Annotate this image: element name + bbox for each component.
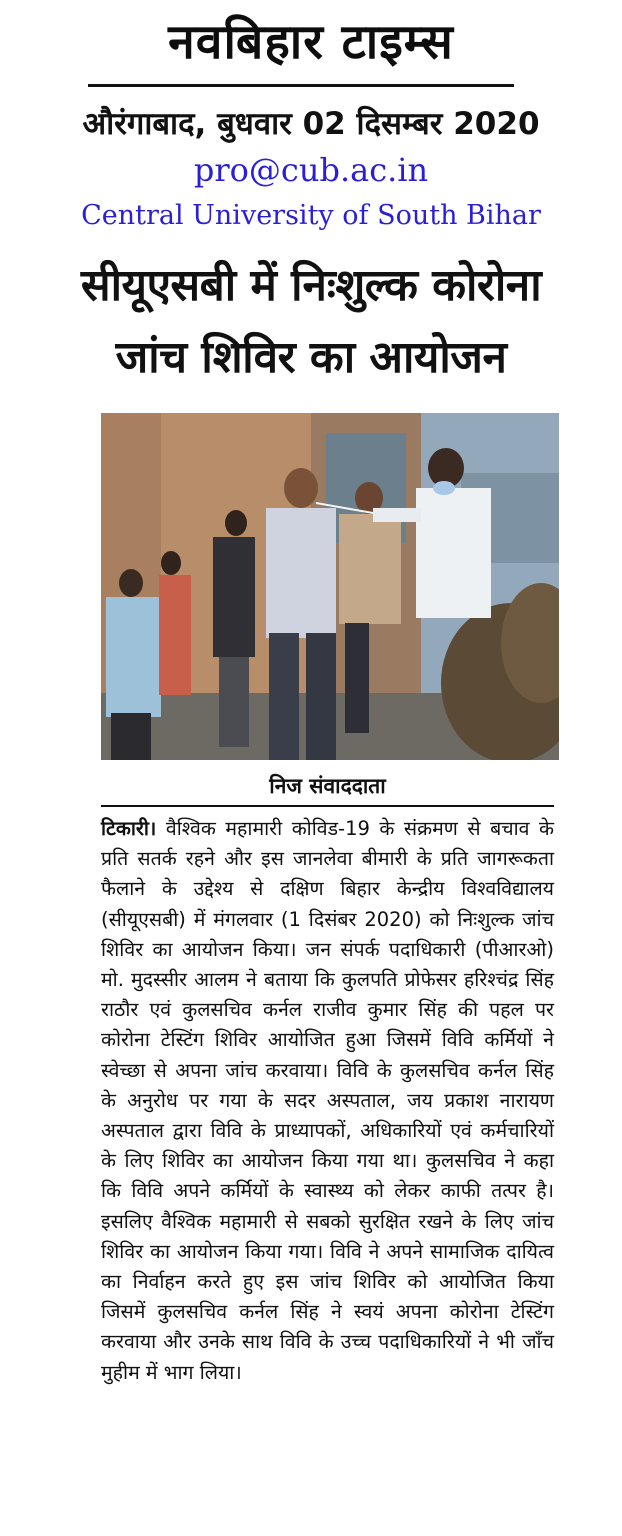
headline-line-1: सीयूएसबी में निःशुल्क कोरोना	[80, 260, 542, 311]
contact-email: pro@cub.ac.in	[193, 151, 429, 189]
byline-rule	[101, 805, 554, 807]
dateline: औरंगाबाद, बुधवार 02 दिसम्बर 2020	[82, 106, 540, 142]
headline-line-2: जांच शिविर का आयोजन	[115, 332, 507, 383]
byline: निज संवाददाता	[269, 774, 386, 798]
article-dateline-place: टिकारी।	[101, 817, 157, 840]
article-headline	[20, 250, 602, 394]
news-photo	[101, 413, 559, 760]
masthead-rule	[88, 84, 514, 87]
masthead	[0, 10, 622, 74]
article-text: वैश्विक महामारी कोविड-19 के संक्रमण से बचाव के प्रति सतर्क रहने और इस जानलेवा बीमारी के प्रति जागरूकता फैलाने के उद्देश्य से दक्षिण बिहार केन्द्रीय विश्वविद्यालय (सीयूएसबी) में मंगलवार (1 दिसंबर 2020) को निःशुल्क जांच शिविर का आयोजन किया। जन संपर्क पदाधिकारी (पीआरओ) मो. मुदस्सीर आलम ने बताया कि कुलपति प्रोफेसर हरिश्चंद्र सिंह राठौर एवं कुलसचिव कर्नल राजीव कुमार सिंह की पहल पर कोरोना टेस्टिंग शिविर आयोजित हुआ जिसमें विवि कर्मियों ने स्वेच्छा से अपना जांच करवाया। विवि के कुलसचिव कर्नल सिंह के अनुरोध पर गया के सदर अस्पताल, जय प्रकाश नारायण अस्पताल द्वारा विवि के प्राध्यापकों, अधिकारियों एवं कर्मचारियों के लिए शिविर का आयोजन किया गया था। कुलसचिव ने कहा कि विवि अपने कर्मियों के स्वास्थ्य को लेकर काफी तत्पर है। इसलिए वैश्विक महामारी से सबको सुरक्षित रखने के लिए जांच शिविर का आयोजन किया गया। विवि ने अपने सामाजिक दायित्व का निर्वाहन करते हुए इस जांच शिविर को आयोजित किया जिसमें कुलसचिव कर्नल सिंह ने स्वयं अपना कोरोना टेस्टिंग करवाया और उनके साथ विवि के उच्च पदाधिकारियों ने भी जाँच मुहीम में भाग लिया।	[101, 817, 554, 1384]
university-name: Central University of South Bihar	[81, 200, 541, 231]
newspaper-title: नवबिहार टाइम्स	[168, 14, 454, 70]
article-body	[101, 814, 554, 1388]
